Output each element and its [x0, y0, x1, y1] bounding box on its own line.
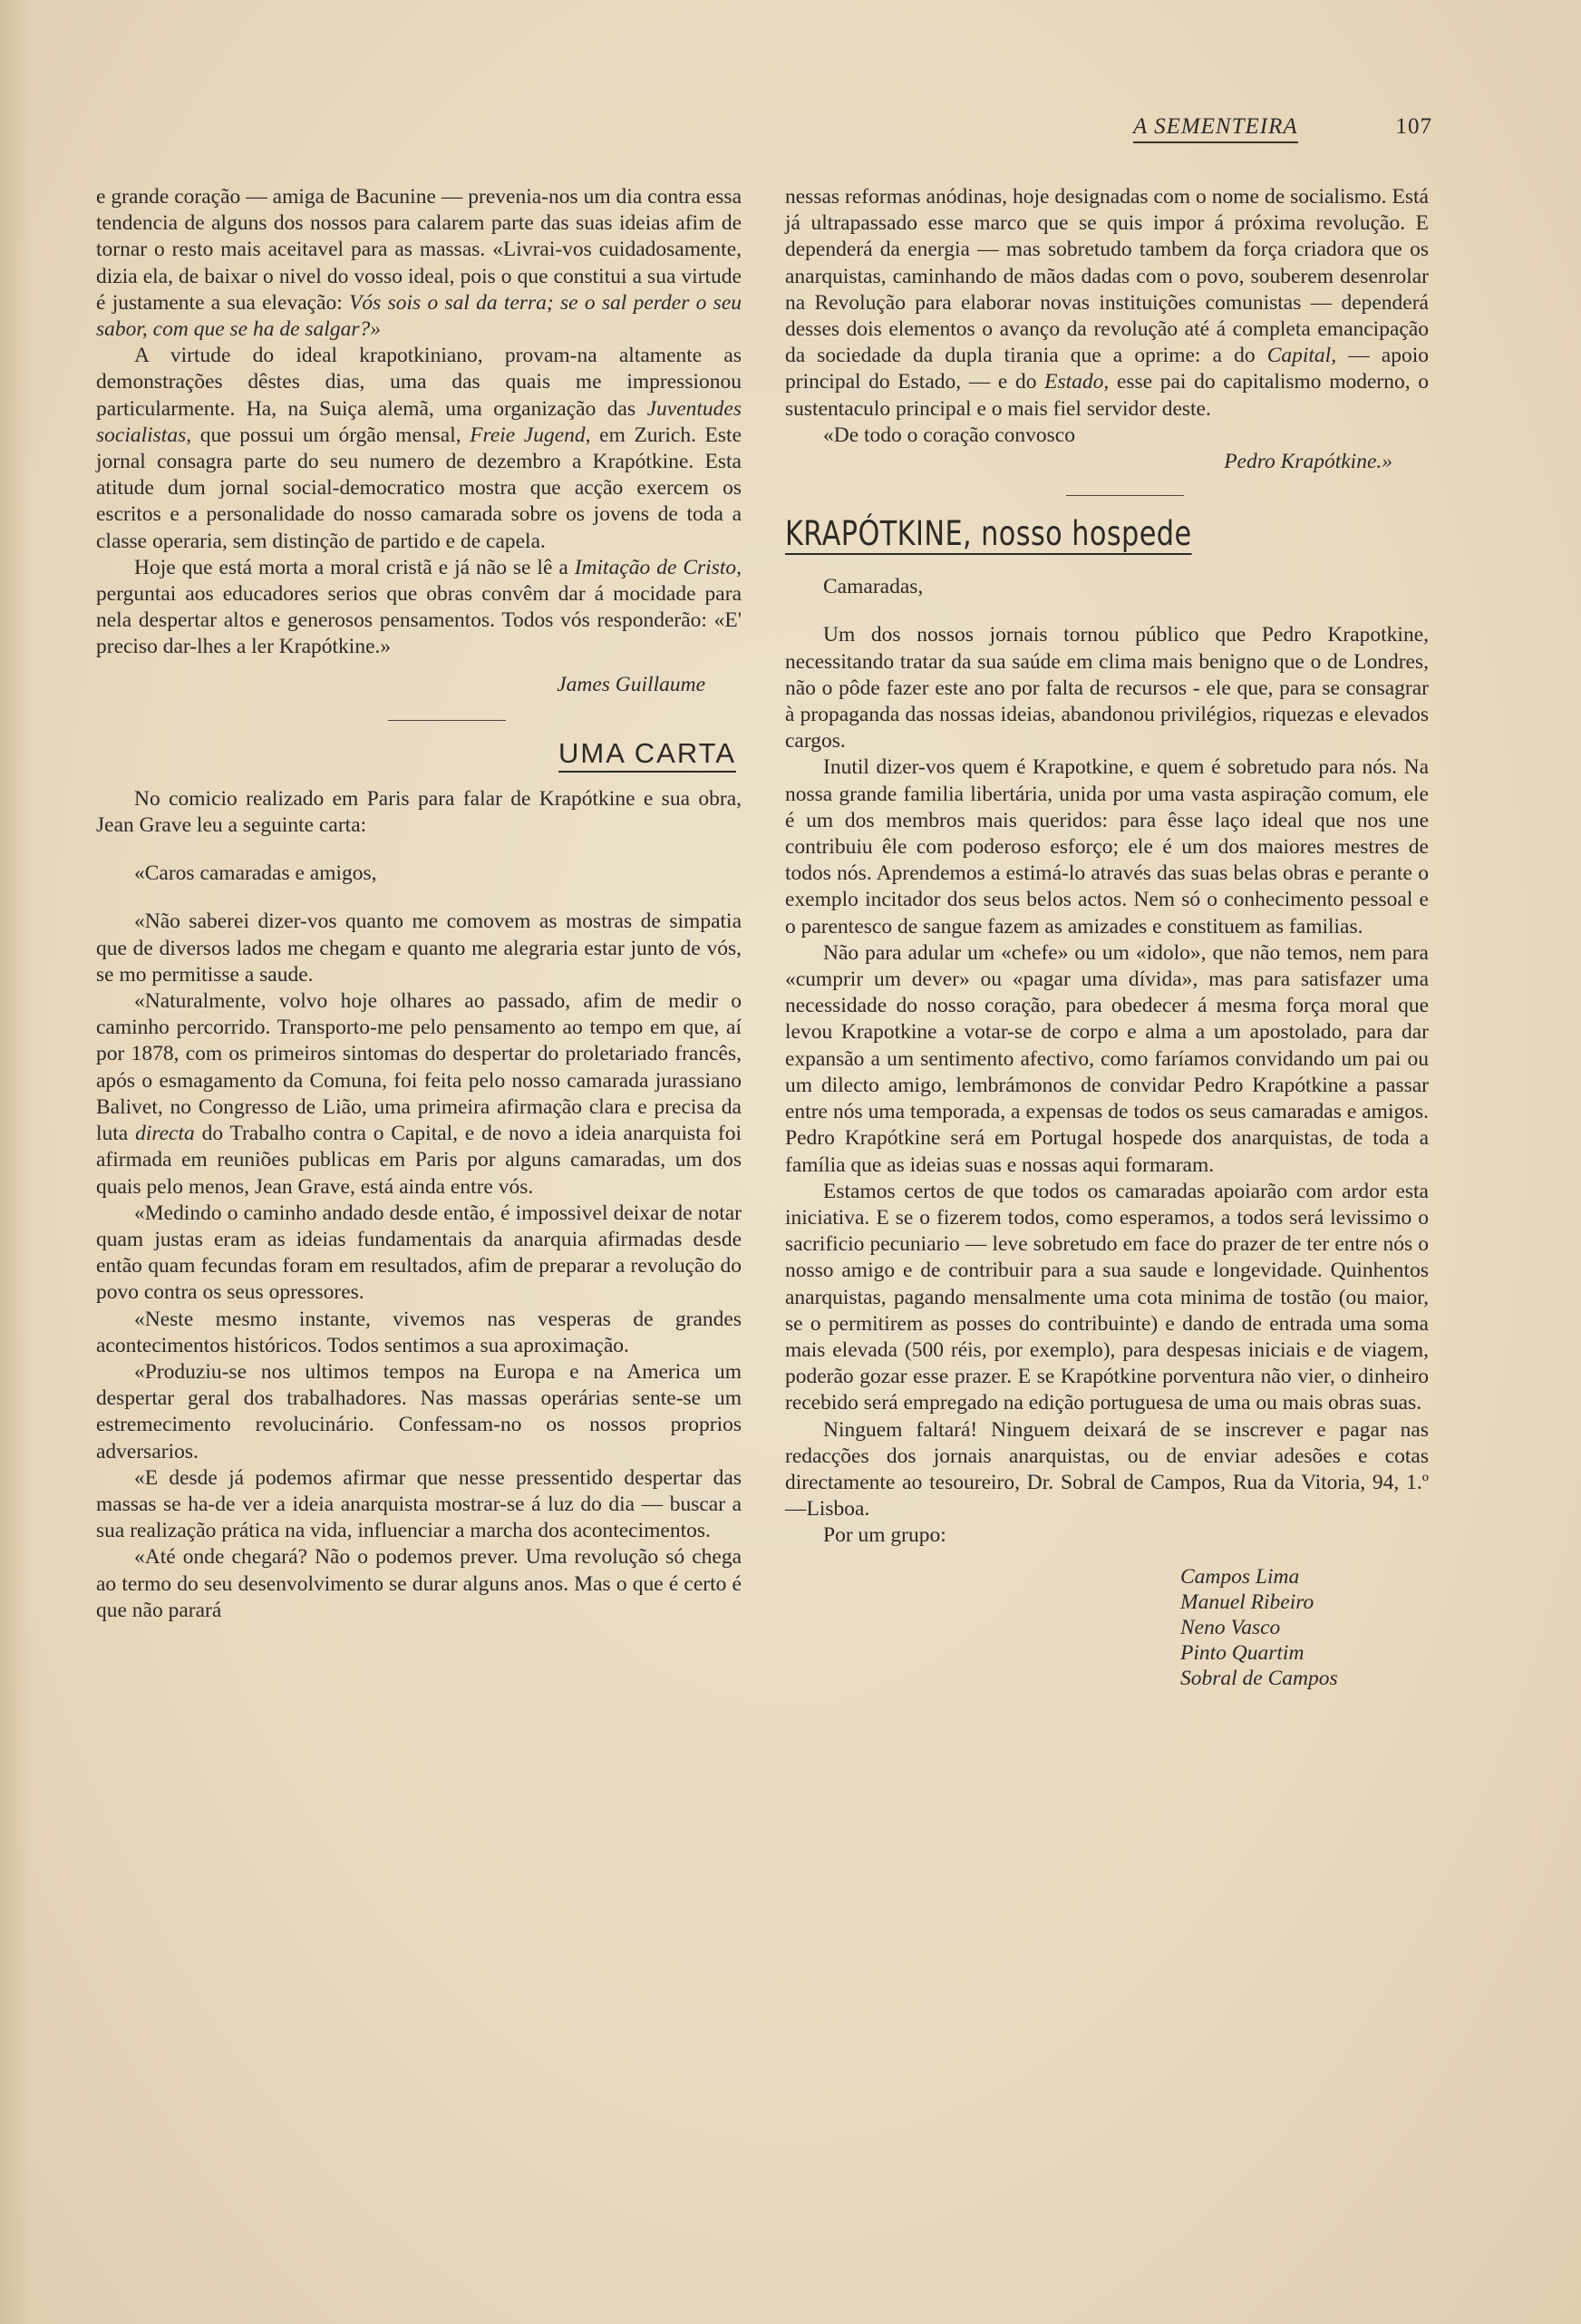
page-edge-shadow — [0, 0, 31, 2324]
signer: Manuel Ribeiro — [1180, 1590, 1314, 1614]
signer: Pinto Quartim — [1180, 1640, 1305, 1665]
letter-paragraph: «Produziu-se nos ultimos tempos na Europa e na America um despertar geral dos trabalhadores. Nas massas operárias sente-se um estremecimento revolucinário. Confessam-no os nossos proprios adversarios. — [96, 1359, 742, 1463]
paragraph: e grande coração — amiga de Bacunine — prevenia-nos um dia contra essa tendencia de alguns dos nossos para calarem parte das suas ideias afim de tornar o resto mais aceitavel para as massas. «Livrai-vos cuidadosamente, dizia ela, de baixar o nivel do vosso ideal, pois o que constitui a sua virtude é justamente a sua elevação: Vós sois o sal da terra; se o sal perder o seu sabor, com que se ha de salgar?» — [96, 185, 742, 342]
paragraph: Hoje que está morta a moral cristã e já não se lê a Imitação de Cristo, perguntai aos educadores serios que obras convêm dar á mocidade para nela despertar altos e generosos pensamentos. Todos vós responderão: «E' preciso dar-lhes a ler Krapótkine.» — [96, 555, 742, 659]
letter-closing: «De todo o coração convosco — [823, 423, 1075, 447]
paragraph: Por um grupo: — [823, 1523, 946, 1548]
section-divider — [388, 720, 506, 721]
letter-paragraph: «E desde já podemos afirmar que nesse pressentido despertar das massas se ha-de ver a ideia anarquista mostrar-se á luz do dia — buscar a sua realização prática na vida, influenciar a marcha dos acontecimentos. — [96, 1465, 742, 1543]
paragraph: Inutil dizer-vos quem é Krapotkine, e quem é sobretudo para nós. Na nossa grande familia libertária, unida por uma vasta aspiração comum, ele é um dos membros mais queridos: para êsse laço ideal que nos une contribuiu êle com poderoso esforço; ele é um dos maiores mestres de todos nós. Aprendemos a estimá-lo através das suas belas obras e perante o exemplo incitador dos seus belos actos. Nem só o conhecimento pessoal e o parentesco de sangue fazem as amizades e constituem as familias. — [785, 755, 1429, 938]
paragraph: No comicio realizado em Paris para falar de Krapótkine e sua obra, Jean Grave leu a seguinte carta: — [96, 786, 742, 838]
signer: Neno Vasco — [1180, 1615, 1281, 1639]
signer: Sobral de Campos — [1180, 1666, 1338, 1690]
paragraph: Um dos nossos jornais tornou público que Pedro Krapotkine, necessitando tratar da sua saúde em clima mais benigno que o de Londres, não o pôde fazer este ano por falta de recursos - ele que, para se consagrar à propaganda das nossas ideias, abandonou privilégios, riquezas e elevados cargos. — [785, 623, 1429, 754]
page-number: 107 — [1395, 114, 1432, 139]
letter-paragraph: nessas reformas anódinas, hoje designadas com o nome de socialismo. Está já ultrapassado esse marco que se quis impor á próxima revolução. E dependerá da energia — mas sobretudo tambem da força criadora que os anarquistas, caminhando de mãos dadas com o povo, souberem desenrolar na Revolução para elaborar novas instituições comunistas — dependerá desses dois elementos o avanço da revolução até á completa emancipação da sociedade da dupla tirania que a oprime: a do Capital, — apoio principal do Estado, — e do Estado, esse pai do capitalismo moderno, o sustentaculo principal e o mais fiel servidor deste. — [785, 185, 1430, 421]
paragraph: Ninguem faltará! Ninguem deixará de se inscrever e pagar nas redacções dos jornais anarquistas, ou de enviar adesões e cotas directamente ao tesoureiro, Dr. Sobral de Campos, Rua da Vitoria, 94, 1.º—Lisboa. — [785, 1417, 1429, 1522]
signature-pedro-krapotkine: Pedro Krapótkine.» — [1224, 450, 1392, 474]
section-heading-krapotkine: KRAPÓTKINE, nosso hospede — [785, 514, 1192, 554]
signature-james-guillaume: James Guillaume — [557, 672, 705, 696]
section-divider — [1066, 495, 1184, 496]
letter-salutation: «Caros camaradas e amigos, — [134, 861, 377, 886]
paragraph: Não para adular um «chefe» ou um «idolo», que não temos, nem para «cumprir um dever» ou «pagar uma dívida», mas para satisfazer uma necessidade do nosso coração, para obedecer á mesma força moral que levou Krapotkine a votar-se de corpo e alma a um apostolado, para dar expansão a um sentimento afectivo, como faríamos convidando um pai ou um dilecto amigo, lembrámonos de convidar Pedro Krapótkine a passar entre nós uma temporada, a expensas de todos os seus camaradas e amigos. Pedro Krapótkine será em Portugal hospede dos anarquistas, de toda a família que as ideias suas e nossas aqui formaram. — [785, 940, 1429, 1177]
journal-title: A SEMENTEIRA — [1133, 114, 1298, 143]
paragraph: Estamos certos de que todos os camaradas apoiarão com ardor esta iniciativa. E se o fizerem todos, como esperamos, a todos será levissimo o sacrificio pecuniario — leve sobretudo em face do prazer de ter entre nós o nosso amigo e de contribuir para a sua saude e longevidade. Quinhentos anarquistas, pagando mensalmente uma cota minima de tostão (ou maior, se o permitirem as posses do contribuinte) e dando de entrada uma soma mais elevada (500 réis, por exemplo), para despesas iniciais e de viagem, poderão gozar esse prazer. E se Krapótkine porventura não vier, o dinheiro recebido será empregado na edição portuguesa de uma ou mais obras suas. — [785, 1179, 1429, 1415]
salutation: Camaradas, — [823, 575, 924, 599]
paragraph: A virtude do ideal krapotkiniano, provam-na altamente as demonstrações dêstes dias, uma das quais me impressionou particularmente. Ha, na Suiça alemã, uma organização das Juventudes socialistas, que possui um órgão mensal, Freie Jugend, em Zurich. Este jornal consagra parte do seu numero de dezembro a Krapótkine. Esta atitude dum jornal social-democratico mostra que acção exercem os escritos e a personalidade do nosso camarada sobre os jovens de toda a classe operaria, sem distinção de partido e de capela. — [96, 344, 742, 553]
running-header — [1070, 114, 1432, 151]
letter-paragraph: «Medindo o caminho andado desde então, é impossivel deixar de notar quam justas eram as ideias fundamentais da anarquia afirmadas desde então quam fecundas foram em resultados, afim de preparar a revolução do povo contra os seus opressores. — [96, 1201, 742, 1305]
signer: Campos Lima — [1180, 1564, 1300, 1589]
letter-paragraph: «Naturalmente, volvo hoje olhares ao passado, afim de medir o caminho percorrido. Transporto-me pelo pensamento ao tempo em que, aí por 1878, com os primeiros sintomas do despertar do proletariado francês, após o esmagamento da Comuna, foi feita pelo nosso camarada jurassiano Balivet, no Congresso de Lião, uma primeira afirmação clara e precisa da luta directa do Trabalho contra o Capital, e de novo a ideia anarquista foi afirmada em reuniões publicas em Paris por alguns camaradas, um dos quais pelo menos, Jean Grave, está ainda entre vós. — [96, 989, 742, 1199]
left-column — [96, 184, 742, 1624]
right-column — [785, 184, 1429, 1691]
section-heading-uma-carta: UMA CARTA — [96, 737, 736, 770]
letter-paragraph: «Neste mesmo instante, vivemos nas vesperas de grandes acontecimentos históricos. Todos sentimos a sua aproximação. — [96, 1307, 742, 1357]
letter-paragraph: «Até onde chegará? Não o podemos prever. Uma revolução só chega ao termo do seu desenvolvimento se durar alguns anos. Mas o que é certo é que não parará — [96, 1545, 742, 1622]
signers-list — [1180, 1564, 1429, 1691]
letter-paragraph: «Não saberei dizer-vos quanto me comovem as mostras de simpatia que de diversos lados me chegam e quanto me alegraria estar junto de vós, se mo permitisse a saude. — [96, 909, 742, 987]
